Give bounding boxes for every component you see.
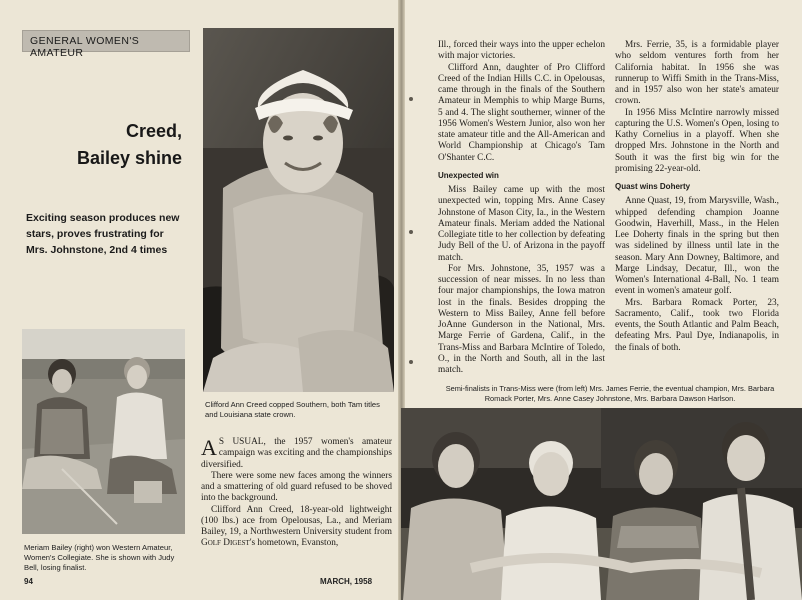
magazine-name: Golf Digest: [201, 538, 250, 549]
headline-line-1: Creed,: [125, 121, 182, 141]
semifinalists-group-photo: [401, 408, 802, 600]
binding-hole-3: [409, 360, 413, 364]
article-col3-paragraph-2: In 1956 Miss McIntire narrowly missed capturing the U.S. Women's Open, losing to Kathy Cornelius in a playoff. When she dropped Mrs. Johnstone in the North and South it was the first big win for the promising 22-year-old.: [615, 107, 779, 174]
drop-cap: A: [201, 435, 217, 460]
section-tag: GENERAL WOMEN'S AMATEUR: [22, 30, 190, 52]
creed-caption: Clifford Ann Creed copped Southern, both Tam titles and Louisiana state crown.: [205, 400, 380, 419]
subhead-quast-wins: Quast wins Doherty: [615, 182, 691, 191]
article-col2-paragraph-1: Ill., forced their ways into the upper echelon with major victories.: [438, 40, 605, 62]
article-col1-p1-text: S USUAL, the 1957 women's amateur campaign was exciting and the championships diversified.: [201, 437, 392, 470]
bailey-bell-photo: [22, 329, 185, 534]
binding-hole-2: [409, 230, 413, 234]
article-col3-paragraph-3: Anne Quast, 19, from Marysville, Wash., whipped defending champion Joanne Goodwin, Haverhill, Mass., in the Helen Lee Doherty finals in the spring but then was sidelined by illness until late in the season. Mary Ann Downey, Baltimore, and Marge Lindsay, Decatur, Ill., won the Women's International 4-Ball, No. 1 team event in women's amateur golf.: [615, 196, 779, 297]
article-col1-paragraph-3: [201, 505, 392, 550]
headline-line-2: Bailey shine: [76, 148, 182, 168]
deck-subtitle: Exciting season produces new stars, proves frustrating for Mrs. Johnstone, 2nd 4 times: [26, 212, 180, 256]
article-column-3: [615, 40, 779, 354]
headline: [40, 118, 182, 172]
article-column-1: [201, 437, 392, 550]
article-col3-paragraph-4: Mrs. Barbara Romack Porter, 23, Sacramento, Calif., took two Florida events, the South Atlantic and Palm Beach, defeating Mrs. Paul Dye, Indianapolis, in the finals of both.: [615, 297, 779, 353]
creed-portrait-photo: [203, 28, 394, 392]
page-number: 94: [24, 577, 33, 586]
semifinal-caption: Semi-finalists in Trans-Miss were (from left) Mrs. James Ferrie, the eventual champion, Mrs. Barbara Romack Porter, Mrs. Anne Casey Johnstone, Mrs. Barbara Dawson Harlson.: [445, 384, 775, 403]
article-col3-paragraph-1: Mrs. Ferrie, 35, is a formidable player who seldom ventures forth from her California habitat. In 1956 she was runnerup to Wiffi Smith in the Trans-Miss, and in 1957 also won her state's amateur crown.: [615, 40, 779, 107]
article-col2-paragraph-3: Miss Bailey came up with the most unexpected win, topping Mrs. Anne Casey Johnstone of Mason City, Ia., in the Western Amateur finals. Meriam added the National Collegiate title to her collection by defeating Judy Bell of the U. of Arizona in the payoff match.: [438, 185, 605, 263]
article-col1-paragraph-1: [201, 437, 392, 471]
article-col1-p3-end: 's hometown, Evanston,: [249, 538, 339, 549]
issue-date: MARCH, 1958: [320, 577, 373, 586]
article-col2-paragraph-2: Clifford Ann, daughter of Pro Clifford Creed of the Indian Hills C.C. in Opelousas, came through in the finals of the Southern Amateur in Memphis to whip Marge Burns, 5 and 4. The slight southerner, winner of the 1956 Women's Western Junior, also won her state amateur title and the All-American and World Championship at Chicago's Tam O'Shanter C.C.: [438, 62, 605, 163]
article-column-2: [438, 40, 605, 376]
subhead-unexpected-win: Unexpected win: [438, 170, 499, 180]
article-col1-paragraph-2: There were some new faces among the winners and a smattering of old guard refused to be shoved into the background.: [201, 470, 392, 504]
binding-hole-1: [409, 97, 413, 101]
article-col1-p3-text: Clifford Ann Creed, 18-year-old lightweight (100 lbs.) ace from Opelousas, La., and Meriam Bailey, 19, a Northwestern University student from: [201, 504, 392, 537]
bailey-caption: Meriam Bailey (right) won Western Amateur, Women's Collegiate. She is shown with Judy Bell, losing finalist.: [24, 543, 175, 572]
article-col2-paragraph-4: For Mrs. Johnstone, 35, 1957 was a succession of near misses. In no less than four major championships, the Iowa matron lost in the finals. Besides dropping the Western to Miss Bailey, Anne fell before JoAnne Gunderson in the National, Mrs. Marge Ferrie of Gardena, Calif., in the Trans-Miss and Barbara McIntire of Toledo, O., in the North and South, all in the last match.: [438, 263, 605, 375]
